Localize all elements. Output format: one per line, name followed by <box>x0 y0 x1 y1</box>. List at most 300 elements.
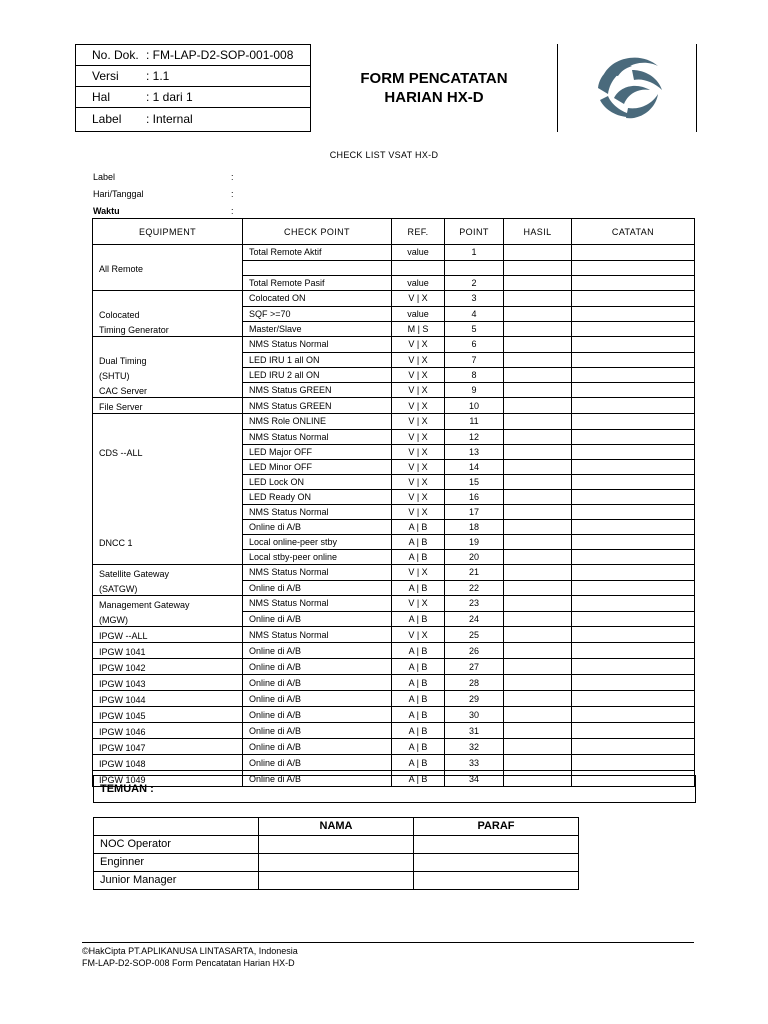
table-row <box>93 382 695 398</box>
hasil-cell[interactable] <box>504 519 572 534</box>
check-point-cell: NMS Status GREEN <box>243 382 392 398</box>
check-point-cell: Online di A/B <box>243 611 392 627</box>
signature-header-paraf: PARAF <box>414 818 579 836</box>
catatan-cell[interactable] <box>572 580 695 596</box>
meta-key: Label <box>92 111 122 126</box>
column-header-equipment: EQUIPMENT <box>93 219 243 245</box>
table-row <box>93 337 695 353</box>
point-cell: 18 <box>445 519 504 534</box>
point-cell: 4 <box>445 306 504 321</box>
equipment-cell <box>93 489 243 504</box>
footer-copyright: ©HakCipta PT.APLIKANUSA LINTASARTA, Indonesia <box>82 946 298 956</box>
point-cell <box>445 260 504 275</box>
table-row <box>93 275 695 291</box>
meta-key: Versi <box>92 69 119 83</box>
equipment-cell: Colocated <box>93 306 243 321</box>
point-cell: 29 <box>445 691 504 707</box>
ref-cell: A | B <box>392 534 445 549</box>
ref-cell: A | B <box>392 691 445 707</box>
point-cell: 1 <box>445 245 504 261</box>
equipment-cell: IPGW 1046 <box>93 723 243 739</box>
point-cell: 24 <box>445 611 504 627</box>
hasil-cell[interactable] <box>504 367 572 382</box>
info-colon: : <box>231 189 234 199</box>
table-row <box>93 245 695 261</box>
hasil-cell[interactable] <box>504 504 572 519</box>
signature-row <box>94 854 579 872</box>
table-header-row <box>93 219 695 245</box>
meta-value: : 1.1 <box>146 69 170 83</box>
check-point-cell: Online di A/B <box>243 707 392 723</box>
document-header <box>75 44 697 132</box>
info-label: Hari/Tanggal <box>93 189 144 199</box>
hasil-cell[interactable] <box>504 398 572 414</box>
hasil-cell[interactable] <box>504 306 572 321</box>
form-title-line1: FORM PENCATATAN <box>360 70 508 87</box>
meta-row-page <box>76 87 310 108</box>
info-label: Label <box>93 172 116 182</box>
catatan-cell[interactable] <box>572 414 695 430</box>
point-cell: 30 <box>445 707 504 723</box>
table-row <box>93 489 695 504</box>
equipment-cell <box>93 519 243 534</box>
info-row-label <box>93 172 234 182</box>
equipment-cell <box>93 549 243 565</box>
ref-cell: value <box>392 245 445 261</box>
column-header-catatan: CATATAN <box>572 219 695 245</box>
signature-header-row <box>94 818 579 836</box>
equipment-cell <box>93 429 243 444</box>
signature-header-blank <box>94 818 259 836</box>
equipment-cell: Timing Generator <box>93 321 243 337</box>
ref-cell: A | B <box>392 659 445 675</box>
column-header-hasil: HASIL <box>504 219 572 245</box>
hasil-cell[interactable] <box>504 429 572 444</box>
equipment-cell: File Server <box>93 398 243 414</box>
ref-cell: V | X <box>392 382 445 398</box>
table-row <box>93 321 695 337</box>
point-cell: 13 <box>445 444 504 459</box>
ref-cell: A | B <box>392 611 445 627</box>
table-row <box>93 596 695 612</box>
table-row <box>93 260 695 275</box>
ref-cell: V | X <box>392 352 445 367</box>
temuan-label: TEMUAN : <box>100 783 154 795</box>
equipment-cell <box>93 337 243 353</box>
catatan-cell[interactable] <box>572 489 695 504</box>
equipment-cell: IPGW 1049 <box>93 771 243 787</box>
column-header-ref: REF. <box>392 219 445 245</box>
catatan-cell[interactable] <box>572 352 695 367</box>
point-cell: 8 <box>445 367 504 382</box>
catatan-cell[interactable] <box>572 549 695 565</box>
check-point-cell: NMS Status Normal <box>243 627 392 643</box>
equipment-cell: IPGW 1048 <box>93 755 243 771</box>
ref-cell: A | B <box>392 723 445 739</box>
equipment-cell: IPGW 1044 <box>93 691 243 707</box>
signature-role: Enginner <box>94 854 259 872</box>
signature-row <box>94 836 579 854</box>
check-point-cell: LED Minor OFF <box>243 459 392 474</box>
signature-role: Junior Manager <box>94 872 259 890</box>
ref-cell: A | B <box>392 739 445 755</box>
equipment-cell: CDS --ALL <box>93 444 243 459</box>
catatan-cell[interactable] <box>572 643 695 659</box>
check-point-cell: Master/Slave <box>243 321 392 337</box>
equipment-cell: Satellite Gateway <box>93 565 243 581</box>
check-point-cell: Local online-peer stby <box>243 534 392 549</box>
check-point-cell: NMS Status Normal <box>243 429 392 444</box>
lintasarta-logo-icon <box>584 48 670 128</box>
equipment-cell: DNCC 1 <box>93 534 243 549</box>
catatan-cell[interactable] <box>572 474 695 489</box>
point-cell: 5 <box>445 321 504 337</box>
ref-cell: A | B <box>392 675 445 691</box>
catatan-cell[interactable] <box>572 723 695 739</box>
point-cell: 23 <box>445 596 504 612</box>
equipment-cell: (MGW) <box>93 611 243 627</box>
catatan-cell[interactable] <box>572 429 695 444</box>
table-row <box>93 429 695 444</box>
check-point-cell: SQF >=70 <box>243 306 392 321</box>
meta-value: : Internal <box>146 111 193 126</box>
point-cell: 14 <box>445 459 504 474</box>
check-point-cell: LED Lock ON <box>243 474 392 489</box>
hasil-cell[interactable] <box>504 549 572 565</box>
meta-row-label <box>76 108 310 129</box>
point-cell: 27 <box>445 659 504 675</box>
equipment-cell: Dual Timing <box>93 352 243 367</box>
ref-cell: V | X <box>392 565 445 581</box>
table-row <box>93 675 695 691</box>
equipment-cell <box>93 275 243 291</box>
meta-key: No. Dok. <box>92 48 139 62</box>
point-cell: 32 <box>445 739 504 755</box>
table-row <box>93 291 695 307</box>
check-point-cell: Online di A/B <box>243 519 392 534</box>
table-row <box>93 691 695 707</box>
signature-paraf-cell[interactable] <box>414 872 579 890</box>
check-point-cell: Online di A/B <box>243 739 392 755</box>
table-row <box>93 459 695 474</box>
table-row <box>93 565 695 581</box>
ref-cell: A | B <box>392 549 445 565</box>
ref-cell: A | B <box>392 771 445 787</box>
table-row <box>93 474 695 489</box>
catatan-cell[interactable] <box>572 534 695 549</box>
table-row <box>93 627 695 643</box>
catatan-cell[interactable] <box>572 260 695 275</box>
equipment-cell: (SHTU) <box>93 367 243 382</box>
company-logo <box>557 44 697 132</box>
catatan-cell[interactable] <box>572 659 695 675</box>
hasil-cell[interactable] <box>504 691 572 707</box>
ref-cell <box>392 260 445 275</box>
table-row <box>93 444 695 459</box>
table-row <box>93 707 695 723</box>
table-row <box>93 723 695 739</box>
check-point-cell: NMS Role ONLINE <box>243 414 392 430</box>
ref-cell: V | X <box>392 504 445 519</box>
hasil-cell[interactable] <box>504 414 572 430</box>
signature-row <box>94 872 579 890</box>
hasil-cell[interactable] <box>504 321 572 337</box>
signature-table <box>93 817 579 890</box>
equipment-cell <box>93 504 243 519</box>
catatan-cell[interactable] <box>572 444 695 459</box>
ref-cell: A | B <box>392 580 445 596</box>
check-point-cell: NMS Status Normal <box>243 337 392 353</box>
footer-doc-ref: FM-LAP-D2-SOP-008 Form Pencatatan Harian HX-D <box>82 958 295 968</box>
check-point-cell: Online di A/B <box>243 659 392 675</box>
point-cell: 20 <box>445 549 504 565</box>
ref-cell: V | X <box>392 627 445 643</box>
table-row <box>93 549 695 565</box>
catatan-cell[interactable] <box>572 291 695 307</box>
catatan-cell[interactable] <box>572 565 695 581</box>
table-row <box>93 367 695 382</box>
point-cell: 17 <box>445 504 504 519</box>
catatan-cell[interactable] <box>572 675 695 691</box>
point-cell: 6 <box>445 337 504 353</box>
ref-cell: V | X <box>392 459 445 474</box>
equipment-cell: IPGW 1041 <box>93 643 243 659</box>
point-cell: 16 <box>445 489 504 504</box>
signature-role: NOC Operator <box>94 836 259 854</box>
point-cell: 22 <box>445 580 504 596</box>
point-cell: 34 <box>445 771 504 787</box>
point-cell: 28 <box>445 675 504 691</box>
catatan-cell[interactable] <box>572 306 695 321</box>
equipment-cell <box>93 459 243 474</box>
hasil-cell[interactable] <box>504 474 572 489</box>
catatan-cell[interactable] <box>572 707 695 723</box>
ref-cell: V | X <box>392 291 445 307</box>
info-label: Waktu <box>93 206 120 216</box>
point-cell: 25 <box>445 627 504 643</box>
table-row <box>93 739 695 755</box>
point-cell: 3 <box>445 291 504 307</box>
catatan-cell[interactable] <box>572 382 695 398</box>
signature-name-cell[interactable] <box>259 836 414 854</box>
point-cell: 11 <box>445 414 504 430</box>
catatan-cell[interactable] <box>572 459 695 474</box>
table-row <box>93 580 695 596</box>
document-meta-box <box>75 44 311 132</box>
info-row-time <box>93 206 234 216</box>
catatan-cell[interactable] <box>572 611 695 627</box>
hasil-cell[interactable] <box>504 260 572 275</box>
form-title <box>311 44 557 132</box>
check-point-cell: NMS Status GREEN <box>243 398 392 414</box>
equipment-cell: IPGW --ALL <box>93 627 243 643</box>
table-row <box>93 755 695 771</box>
hasil-cell[interactable] <box>504 723 572 739</box>
point-cell: 2 <box>445 275 504 291</box>
equipment-cell: IPGW 1045 <box>93 707 243 723</box>
point-cell: 10 <box>445 398 504 414</box>
ref-cell: A | B <box>392 519 445 534</box>
point-cell: 9 <box>445 382 504 398</box>
hasil-cell[interactable] <box>504 459 572 474</box>
table-row <box>93 659 695 675</box>
table-row <box>93 519 695 534</box>
hasil-cell[interactable] <box>504 580 572 596</box>
ref-cell: V | X <box>392 414 445 430</box>
hasil-cell[interactable] <box>504 275 572 291</box>
catatan-cell[interactable] <box>572 755 695 771</box>
ref-cell: V | X <box>392 337 445 353</box>
point-cell: 31 <box>445 723 504 739</box>
ref-cell: V | X <box>392 429 445 444</box>
hasil-cell[interactable] <box>504 755 572 771</box>
hasil-cell[interactable] <box>504 627 572 643</box>
equipment-cell: (SATGW) <box>93 580 243 596</box>
check-point-cell: Total Remote Aktif <box>243 245 392 261</box>
ref-cell: V | X <box>392 444 445 459</box>
hasil-cell[interactable] <box>504 534 572 549</box>
ref-cell: V | X <box>392 474 445 489</box>
table-row <box>93 398 695 414</box>
point-cell: 33 <box>445 755 504 771</box>
catatan-cell[interactable] <box>572 691 695 707</box>
hasil-cell[interactable] <box>504 643 572 659</box>
hasil-cell[interactable] <box>504 565 572 581</box>
catatan-cell[interactable] <box>572 739 695 755</box>
info-colon: : <box>231 172 234 182</box>
check-point-cell: LED IRU 2 all ON <box>243 367 392 382</box>
checklist-table <box>92 218 695 787</box>
check-point-cell: LED IRU 1 all ON <box>243 352 392 367</box>
hasil-cell[interactable] <box>504 675 572 691</box>
hasil-cell[interactable] <box>504 444 572 459</box>
check-point-cell: Online di A/B <box>243 723 392 739</box>
hasil-cell[interactable] <box>504 611 572 627</box>
check-point-cell: Online di A/B <box>243 755 392 771</box>
signature-name-cell[interactable] <box>259 854 414 872</box>
check-point-cell: Online di A/B <box>243 580 392 596</box>
ref-cell: V | X <box>392 596 445 612</box>
meta-row-version <box>76 66 310 87</box>
equipment-cell: IPGW 1043 <box>93 675 243 691</box>
equipment-cell: IPGW 1042 <box>93 659 243 675</box>
point-cell: 12 <box>445 429 504 444</box>
table-row <box>93 611 695 627</box>
catatan-cell[interactable] <box>572 321 695 337</box>
column-header-check-point: CHECK POINT <box>243 219 392 245</box>
check-point-cell: Online di A/B <box>243 691 392 707</box>
catatan-cell[interactable] <box>572 627 695 643</box>
check-point-cell: NMS Status Normal <box>243 504 392 519</box>
equipment-cell: All Remote <box>93 260 243 275</box>
hasil-cell[interactable] <box>504 291 572 307</box>
signature-header-nama: NAMA <box>259 818 414 836</box>
check-point-cell: Colocated ON <box>243 291 392 307</box>
catatan-cell[interactable] <box>572 596 695 612</box>
footer-divider <box>82 942 694 943</box>
catatan-cell[interactable] <box>572 367 695 382</box>
hasil-cell[interactable] <box>504 382 572 398</box>
meta-value: : 1 dari 1 <box>146 90 193 104</box>
equipment-cell <box>93 474 243 489</box>
signature-paraf-cell[interactable] <box>414 854 579 872</box>
table-row <box>93 534 695 549</box>
point-cell: 19 <box>445 534 504 549</box>
ref-cell: value <box>392 275 445 291</box>
check-point-cell: LED Major OFF <box>243 444 392 459</box>
equipment-cell <box>93 291 243 307</box>
table-row <box>93 643 695 659</box>
point-cell: 7 <box>445 352 504 367</box>
check-point-cell: Online di A/B <box>243 675 392 691</box>
catatan-cell[interactable] <box>572 275 695 291</box>
ref-cell: value <box>392 306 445 321</box>
table-row <box>93 414 695 430</box>
catatan-cell[interactable] <box>572 504 695 519</box>
catatan-cell[interactable] <box>572 245 695 261</box>
hasil-cell[interactable] <box>504 337 572 353</box>
column-header-point: POINT <box>445 219 504 245</box>
table-row <box>93 306 695 321</box>
ref-cell: A | B <box>392 643 445 659</box>
table-row <box>93 504 695 519</box>
check-point-cell: LED Ready ON <box>243 489 392 504</box>
ref-cell: V | X <box>392 489 445 504</box>
check-point-cell: Local stby-peer online <box>243 549 392 565</box>
hasil-cell[interactable] <box>504 707 572 723</box>
check-point-cell: Online di A/B <box>243 643 392 659</box>
equipment-cell: CAC Server <box>93 382 243 398</box>
catatan-cell[interactable] <box>572 337 695 353</box>
point-cell: 21 <box>445 565 504 581</box>
ref-cell: A | B <box>392 707 445 723</box>
info-row-date <box>93 189 234 199</box>
point-cell: 26 <box>445 643 504 659</box>
catatan-cell[interactable] <box>572 519 695 534</box>
hasil-cell[interactable] <box>504 489 572 504</box>
ref-cell: A | B <box>392 755 445 771</box>
signature-paraf-cell[interactable] <box>414 836 579 854</box>
meta-row-doc-number <box>76 45 310 66</box>
ref-cell: V | X <box>392 398 445 414</box>
equipment-cell: Management Gateway <box>93 596 243 612</box>
hasil-cell[interactable] <box>504 352 572 367</box>
equipment-cell <box>93 414 243 430</box>
check-point-cell: Online di A/B <box>243 771 392 787</box>
ref-cell: M | S <box>392 321 445 337</box>
check-point-cell: Total Remote Pasif <box>243 275 392 291</box>
ref-cell: V | X <box>392 367 445 382</box>
signature-name-cell[interactable] <box>259 872 414 890</box>
check-point-cell: NMS Status Normal <box>243 565 392 581</box>
meta-key: Hal <box>92 90 111 104</box>
point-cell: 15 <box>445 474 504 489</box>
checklist-title: CHECK LIST VSAT HX-D <box>329 150 439 160</box>
meta-value: : FM-LAP-D2-SOP-001-008 <box>146 48 294 62</box>
checklist-rows <box>93 245 695 787</box>
hasil-cell[interactable] <box>504 659 572 675</box>
hasil-cell[interactable] <box>504 739 572 755</box>
check-point-cell <box>243 260 392 275</box>
info-colon: : <box>231 206 234 216</box>
catatan-cell[interactable] <box>572 398 695 414</box>
hasil-cell[interactable] <box>504 596 572 612</box>
hasil-cell[interactable] <box>504 245 572 261</box>
temuan-box[interactable] <box>93 775 696 803</box>
table-row <box>93 352 695 367</box>
equipment-cell <box>93 245 243 261</box>
form-title-line2: HARIAN HX-D <box>384 89 484 106</box>
